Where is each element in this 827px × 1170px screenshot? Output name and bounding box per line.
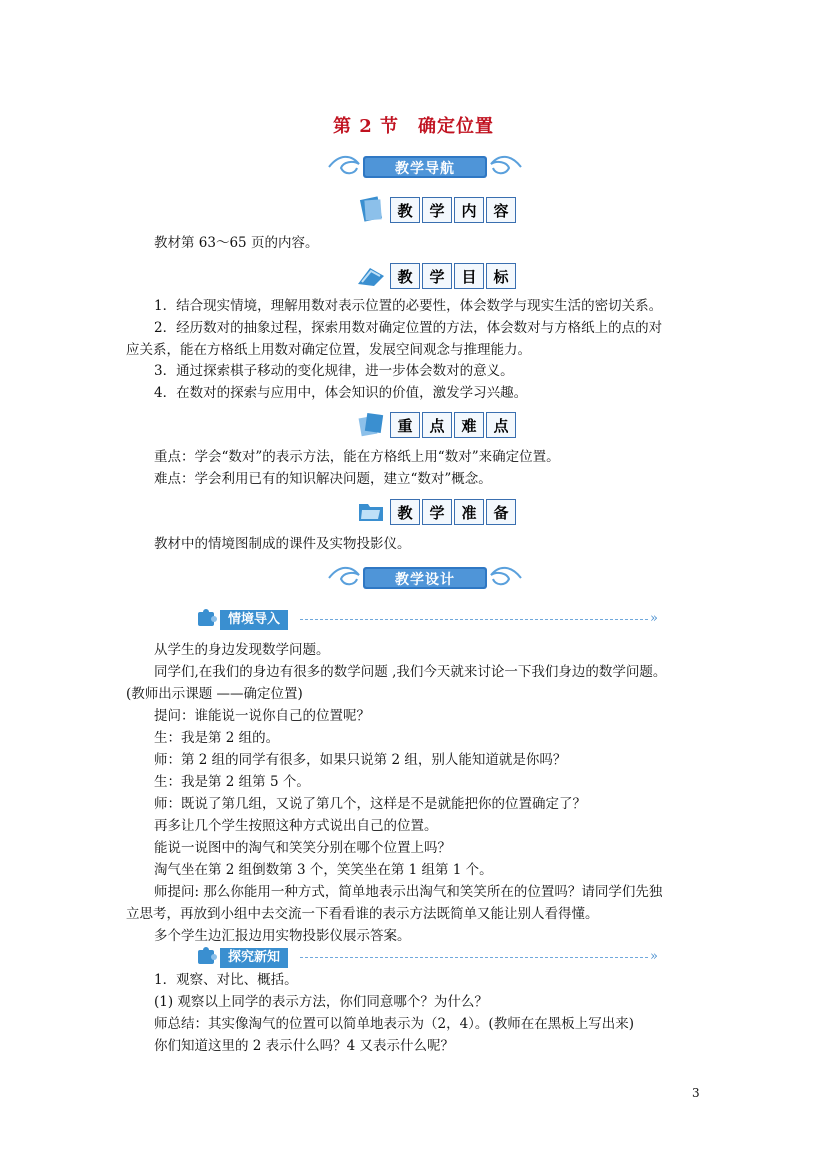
puzzle-icon xyxy=(196,608,218,630)
tab-label: 探究新知 xyxy=(220,948,288,968)
paragraph: 淘气坐在第 2 组倒数第 3 个，笑笑坐在第 1 组第 1 个。 xyxy=(154,862,493,878)
paragraph: 再多让几个学生按照这种方式说出自己的位置。 xyxy=(154,818,438,834)
goal-1: 1．结合现实情境，理解用数对表示位置的必要性，体会数学与现实生活的密切关系。 xyxy=(154,298,663,314)
section-char: 学 xyxy=(422,499,452,525)
section-char: 目 xyxy=(454,263,484,289)
folder-icon xyxy=(356,498,386,524)
double-chevron-icon: » xyxy=(650,949,658,964)
paragraph: 立思考，再放到小组中去交流一下看看谁的表示方法既简单又能让别人看得懂。 xyxy=(126,906,599,922)
page-number: 3 xyxy=(692,1086,700,1100)
goal-3: 3．通过探索棋子移动的变化规律，进一步体会数对的意义。 xyxy=(154,363,514,379)
tab-explore-new xyxy=(196,946,666,970)
tab-label: 情境导入 xyxy=(220,610,288,630)
section-char: 点 xyxy=(486,412,516,438)
teaching-navigation-banner xyxy=(325,152,525,182)
tab-scenario-intro xyxy=(196,608,666,632)
paragraph: 提问：谁能说一说你自己的位置呢？ xyxy=(154,708,370,724)
goal-2: 2．经历数对的抽象过程，探索用数对确定位置的方法，体会数对与方格纸上的点的对 xyxy=(154,320,663,336)
section-char: 教 xyxy=(390,197,420,223)
paragraph: 生：我是第 2 组第 5 个。 xyxy=(154,774,310,790)
goal-4: 4．在数对的探索与应用中，体会知识的价值，激发学习兴趣。 xyxy=(154,385,528,401)
content-text: 教材第 63～65 页的内容。 xyxy=(154,235,319,251)
papers-icon xyxy=(356,411,386,437)
key-point-text: 重点：学会“数对”的表示方法，能在方格纸上用“数对”来确定位置。 xyxy=(154,449,560,465)
goal-2-cont: 应关系，能在方格纸上用数对确定位置，发展空间观念与推理能力。 xyxy=(126,342,531,358)
dashed-divider xyxy=(300,619,648,620)
paragraph: 师：第 2 组的同学有很多，如果只说第 2 组，别人能知道就是你吗？ xyxy=(154,752,567,768)
paragraph: 同学们,在我们的身边有很多的数学问题 ,我们今天就来讨论一下我们身边的数学问题。 xyxy=(154,664,667,680)
banner-label: 教学设计 xyxy=(395,572,455,588)
paragraph: 1．观察、对比、概括。 xyxy=(154,972,298,988)
paragraph: 你们知道这里的 2 表示什么吗？4 又表示什么呢？ xyxy=(154,1038,455,1054)
paragraph: 师：既说了第几组，又说了第几个，这样是不是就能把你的位置确定了？ xyxy=(154,796,586,812)
section-char: 难 xyxy=(454,412,484,438)
paragraph: 师提问: 那么你能用一种方式，简单地表示出淘气和笑笑所在的位置吗？请同学们先独 xyxy=(154,884,663,900)
section-char: 重 xyxy=(390,412,420,438)
paragraph: 从学生的身边发现数学问题。 xyxy=(154,642,330,658)
book-icon xyxy=(356,196,386,222)
section-char: 学 xyxy=(422,197,452,223)
section-char: 容 xyxy=(486,197,516,223)
section-char: 准 xyxy=(454,499,484,525)
section-char: 学 xyxy=(422,263,452,289)
paragraph: 能说一说图中的淘气和笑笑分别在哪个位置上吗？ xyxy=(154,840,451,856)
paragraph: 多个学生边汇报边用实物投影仪展示答案。 xyxy=(154,928,411,944)
puzzle-icon xyxy=(196,946,218,968)
banner-label: 教学导航 xyxy=(395,161,455,177)
paragraph: (1) 观察以上同学的表示方法，你们同意哪个？为什么？ xyxy=(154,994,488,1010)
paragraph: 师总结：其实像淘气的位置可以简单地表示为（2，4）。(教师在在黑板上写出来) xyxy=(154,1016,634,1032)
teaching-design-banner xyxy=(325,563,525,593)
section-char: 点 xyxy=(422,412,452,438)
paragraph: (教师出示课题 ——确定位置) xyxy=(126,686,303,702)
difficulty-text: 难点：学会利用已有的知识解决问题，建立“数对”概念。 xyxy=(154,471,492,487)
prep-text: 教材中的情境图制成的课件及实物投影仪。 xyxy=(154,536,411,552)
section-char: 备 xyxy=(486,499,516,525)
section-char: 标 xyxy=(486,263,516,289)
section-char: 教 xyxy=(390,263,420,289)
section-char: 教 xyxy=(390,499,420,525)
paragraph: 生：我是第 2 组的。 xyxy=(154,730,280,746)
page-title: 第 2 节 确定位置 xyxy=(332,116,495,137)
dashed-divider xyxy=(300,957,648,958)
section-char: 内 xyxy=(454,197,484,223)
double-chevron-icon: » xyxy=(650,611,658,626)
pencil-icon xyxy=(356,262,386,288)
